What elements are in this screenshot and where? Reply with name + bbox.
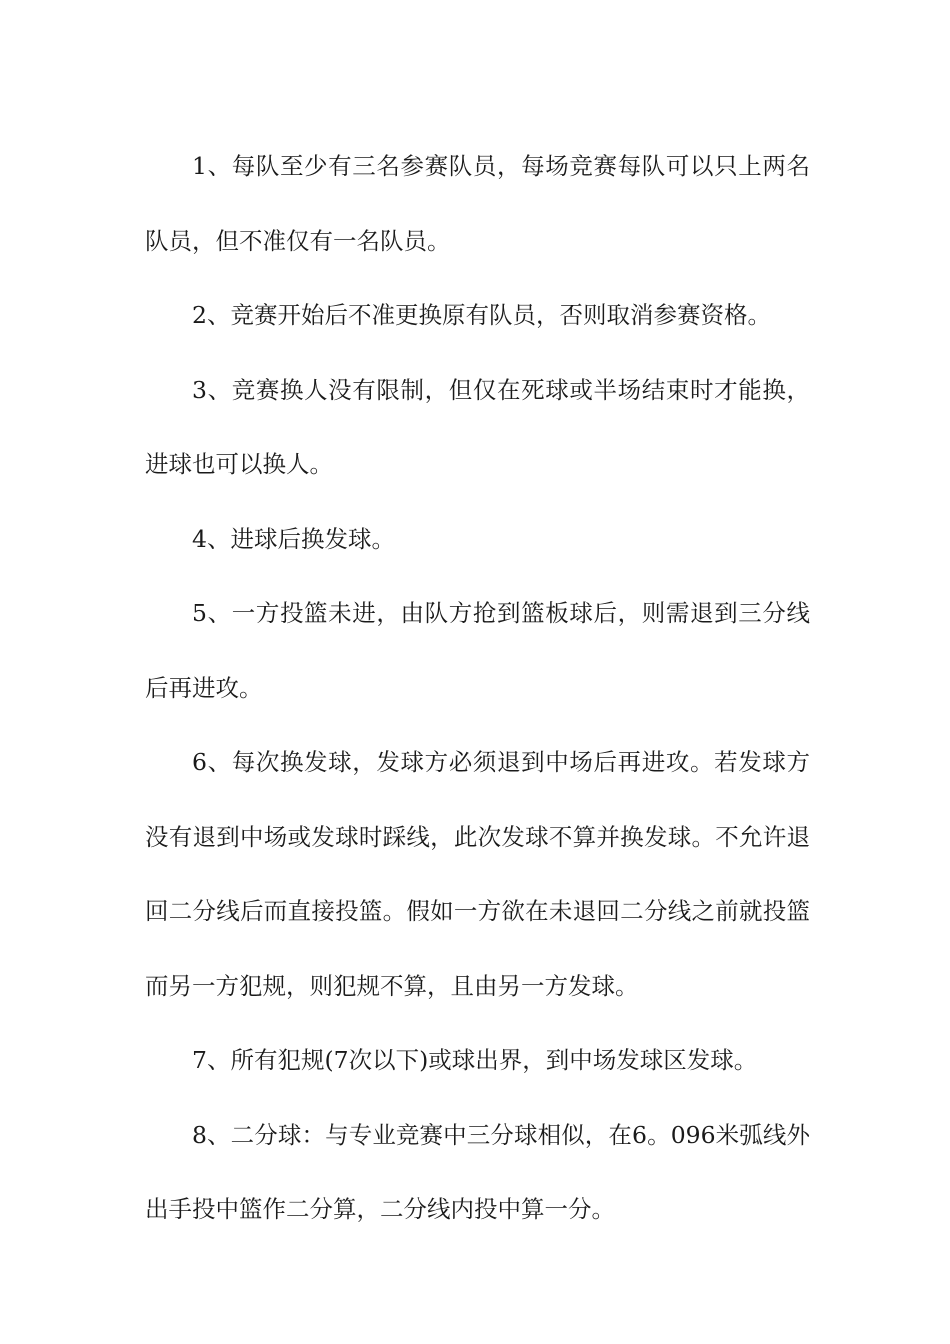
rule-paragraph-3: 3、竞赛换人没有限制，但仅在死球或半场结束时才能换，进球也可以换人。	[145, 375, 810, 478]
rule-paragraph-4: 4、进球后换发球。	[192, 524, 395, 553]
rule-paragraph-2: 2、竞赛开始后不准更换原有队员，否则取消参赛资格。	[192, 301, 771, 329]
document-page	[145, 129, 810, 1247]
rule-paragraph-5: 5、一方投篮未进，由队方抢到篮板球后，则需退到三分线后再进攻。	[145, 599, 810, 702]
rule-paragraph-7: 7、所有犯规(7次以下)或球出界，到中场发球区发球。	[192, 1046, 758, 1074]
rule-paragraph-1: 1、每队至少有三名参赛队员，每场竞赛每队可以只上两名队员，但不准仅有一名队员。	[145, 152, 810, 255]
rule-paragraph-8: 8、二分球：与专业竞赛中三分球相似，在6。096米弧线外出手投中篮作二分算，二分线内投中算一分。	[145, 1120, 810, 1223]
rule-paragraph-6: 6、每次换发球，发球方必须退到中场后再进攻。若发球方没有退到中场或发球时踩线，此次发球不算并换发球。不允许退回二分线后而直接投篮。假如一方欲在未退回二分线之前就投篮而另一方犯规，则犯规不算，且由另一方发球。	[145, 748, 810, 1000]
